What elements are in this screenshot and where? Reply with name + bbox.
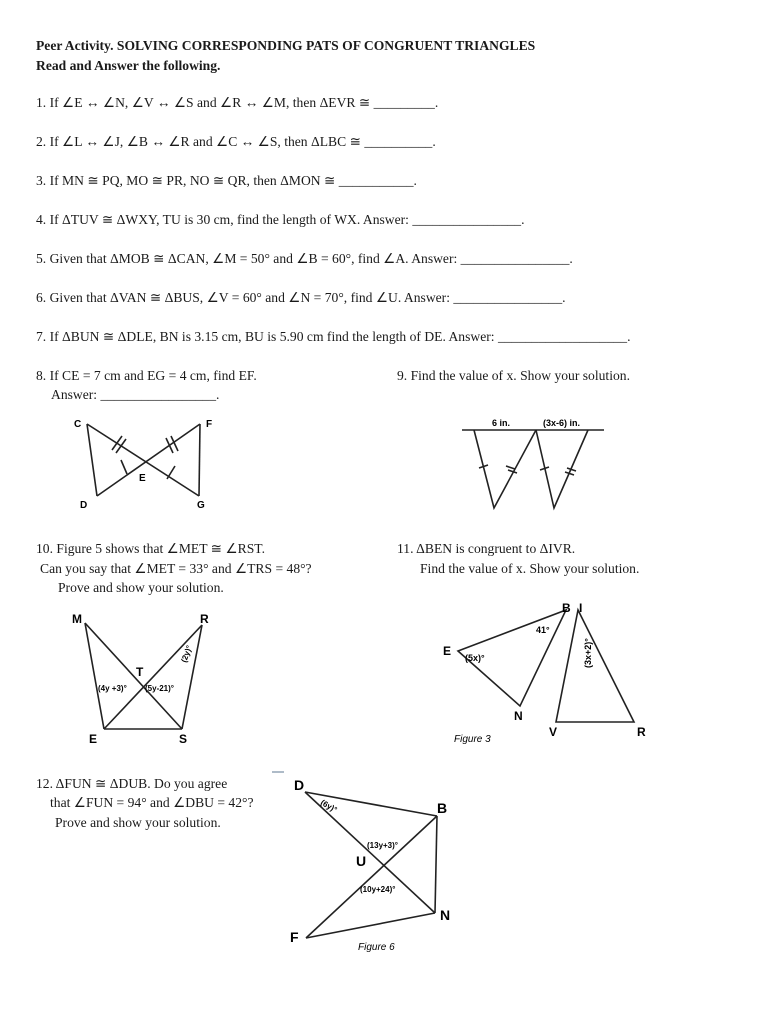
fig11-label-v: V — [549, 725, 558, 739]
figure-10 — [60, 605, 230, 750]
fig10-label-s: S — [179, 732, 188, 746]
fig12-caption: Figure 6 — [358, 942, 395, 953]
fig12-label-f: F — [290, 929, 299, 945]
fig10-label-r: R — [200, 612, 209, 626]
question-8-line-2: Answer: _________________. — [51, 387, 220, 402]
question-6: 6. Given that ΔVAN ≅ ΔBUS, ∠V = 60° and ∠N = 70°, find ∠U. Answer: ________________. — [36, 290, 566, 305]
fig10-label-m: M — [72, 612, 82, 626]
question-9: 9. Find the value of x. Show your solution. — [397, 368, 630, 383]
figure-12 — [270, 768, 470, 953]
question-10-line-1: 10. Figure 5 shows that ∠MET ≅ ∠RST. — [36, 541, 265, 556]
fig12-label-n: N — [440, 907, 451, 923]
question-2: 2. If ∠L ↔ ∠J, ∠B ↔ ∠R and ∠C ↔ ∠S, then ΔLBC ≅ __________. — [36, 134, 436, 149]
question-4: 4. If ΔTUV ≅ ΔWXY, TU is 30 cm, find the length of WX. Answer: ________________. — [36, 212, 525, 227]
fig11-label-n: N — [514, 709, 523, 723]
question-12-line-2: that ∠FUN = 94° and ∠DBU = 42°? — [50, 795, 254, 810]
question-10-line-2: Can you say that ∠MET = 33° and ∠TRS = 48°? — [40, 561, 312, 576]
question-11-line-1: 11. ΔBEN is congruent to ΔIVR. — [397, 541, 576, 556]
figure-9 — [460, 412, 610, 512]
fig8-label-c: C — [74, 419, 82, 430]
fig12-label-b: B — [437, 800, 448, 816]
fig12-angle-bottom: (10y+24)° — [360, 885, 396, 894]
fig10-angle-right: (5y-21)° — [145, 684, 174, 693]
fig10-angle-r: (2y)° — [179, 644, 194, 664]
fig12-angle-top: (13y+3)° — [367, 841, 398, 850]
fig10-angle-left: (4y +3)° — [98, 684, 127, 693]
worksheet-title: Peer Activity. SOLVING CORRESPONDING PATS OF CONGRUENT TRIANGLES — [36, 38, 536, 53]
fig9-label-right: (3x-6) in. — [543, 418, 581, 428]
fig11-angle-i: (3x+2)° — [583, 638, 593, 668]
question-12-line-1: 12. ΔFUN ≅ ΔDUB. Do you agree — [36, 776, 228, 791]
fig8-label-d: D — [80, 500, 88, 511]
fig11-label-r: R — [637, 725, 646, 739]
question-7: 7. If ΔBUN ≅ ΔDLE, BN is 3.15 cm, BU is 5.90 cm find the length of DE. Answer: ___________________. — [36, 329, 631, 344]
fig11-label-i: I — [579, 601, 583, 615]
worksheet-instruction: Read and Answer the following. — [36, 58, 221, 73]
question-8-line-1: 8. If CE = 7 cm and EG = 4 cm, find EF. — [36, 368, 257, 383]
question-11-line-2: Find the value of x. Show your solution. — [420, 561, 640, 576]
question-1: 1. If ∠E ↔ ∠N, ∠V ↔ ∠S and ∠R ↔ ∠M, then ΔEVR ≅ _________. — [36, 95, 439, 110]
fig10-label-e: E — [89, 732, 98, 746]
question-5: 5. Given that ΔMOB ≅ ΔCAN, ∠M = 50° and ∠B = 60°, find ∠A. Answer: ________________. — [36, 251, 573, 266]
fig8-label-e: E — [139, 473, 146, 484]
question-10-line-3: Prove and show your solution. — [58, 580, 224, 595]
fig12-label-d: D — [294, 777, 305, 793]
question-12-line-3: Prove and show your solution. — [55, 815, 221, 830]
fig11-angle-b: 41° — [536, 625, 550, 635]
figure-8 — [60, 410, 230, 520]
question-3: 3. If MN ≅ PQ, MO ≅ PR, NO ≅ QR, then ΔMON ≅ ___________. — [36, 173, 417, 188]
fig11-angle-e: (5x)° — [465, 653, 485, 663]
fig11-label-b: B — [562, 601, 571, 615]
figure-11 — [438, 598, 658, 743]
fig8-label-g: G — [197, 500, 205, 511]
fig11-label-e: E — [443, 644, 452, 658]
fig8-label-f: F — [206, 419, 213, 430]
fig11-caption: Figure 3 — [454, 734, 491, 745]
fig12-angle-d: (6y)° — [319, 797, 339, 815]
fig12-label-u: U — [356, 853, 367, 869]
fig9-label-left: 6 in. — [492, 418, 511, 428]
fig10-label-t: T — [136, 665, 144, 679]
